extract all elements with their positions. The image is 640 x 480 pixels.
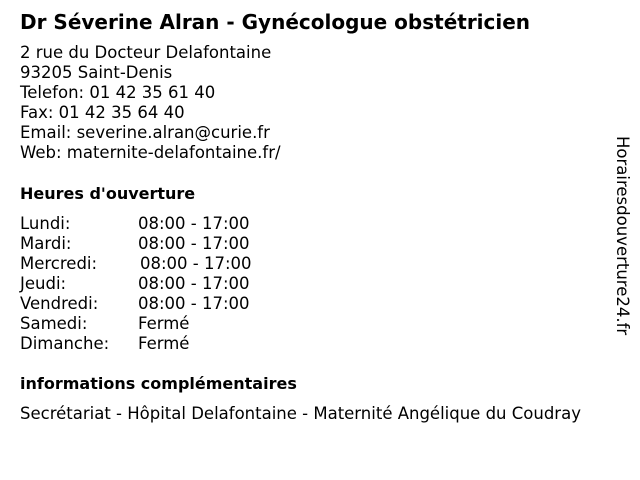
hours-row-tuesday: [20, 234, 300, 254]
hours-row-friday: [20, 294, 300, 314]
address-street: 2 rue du Docteur Delafontaine: [20, 43, 272, 62]
hours-row-monday: [20, 214, 300, 234]
day-label: Dimanche:: [20, 334, 110, 353]
website: Web: maternite-delafontaine.fr/: [20, 143, 281, 162]
day-label: Samedi:: [20, 314, 88, 333]
additional-info-text: Secrétariat - Hôpital Delafontaine - Maternité Angélique du Coudray: [20, 404, 581, 423]
hours-row-thursday: [20, 274, 300, 294]
address-city: 93205 Saint-Denis: [20, 63, 173, 82]
day-label: Jeudi:: [20, 274, 67, 293]
page-title: Dr Séverine Alran - Gynécologue obstétricien: [20, 10, 531, 34]
time-value: 08:00 - 17:00: [138, 274, 250, 293]
time-value: 08:00 - 17:00: [138, 234, 250, 253]
fax-number: Fax: 01 42 35 64 40: [20, 103, 185, 122]
day-label: Mardi:: [20, 234, 72, 253]
hours-row-wednesday: [20, 254, 300, 274]
hours-row-saturday: [20, 314, 300, 334]
time-value: 08:00 - 17:00: [138, 294, 250, 313]
opening-hours-table: [20, 214, 300, 354]
time-value: 08:00 - 17:00: [138, 214, 250, 233]
contact-block: [20, 43, 281, 163]
additional-info-heading: informations complémentaires: [20, 374, 297, 393]
time-value: Fermé: [138, 334, 190, 353]
day-label: Mercredi:: [20, 254, 98, 273]
site-watermark: Horairesdouverture24.fr: [613, 136, 632, 336]
email-address: Email: severine.alran@curie.fr: [20, 123, 270, 142]
time-value: Fermé: [138, 314, 190, 333]
phone-number: Telefon: 01 42 35 61 40: [20, 83, 216, 102]
hours-row-sunday: [20, 334, 300, 354]
opening-hours-heading: Heures d'ouverture: [20, 184, 196, 203]
day-label: Vendredi:: [20, 294, 99, 313]
time-value: 08:00 - 17:00: [140, 254, 252, 273]
day-label: Lundi:: [20, 214, 71, 233]
